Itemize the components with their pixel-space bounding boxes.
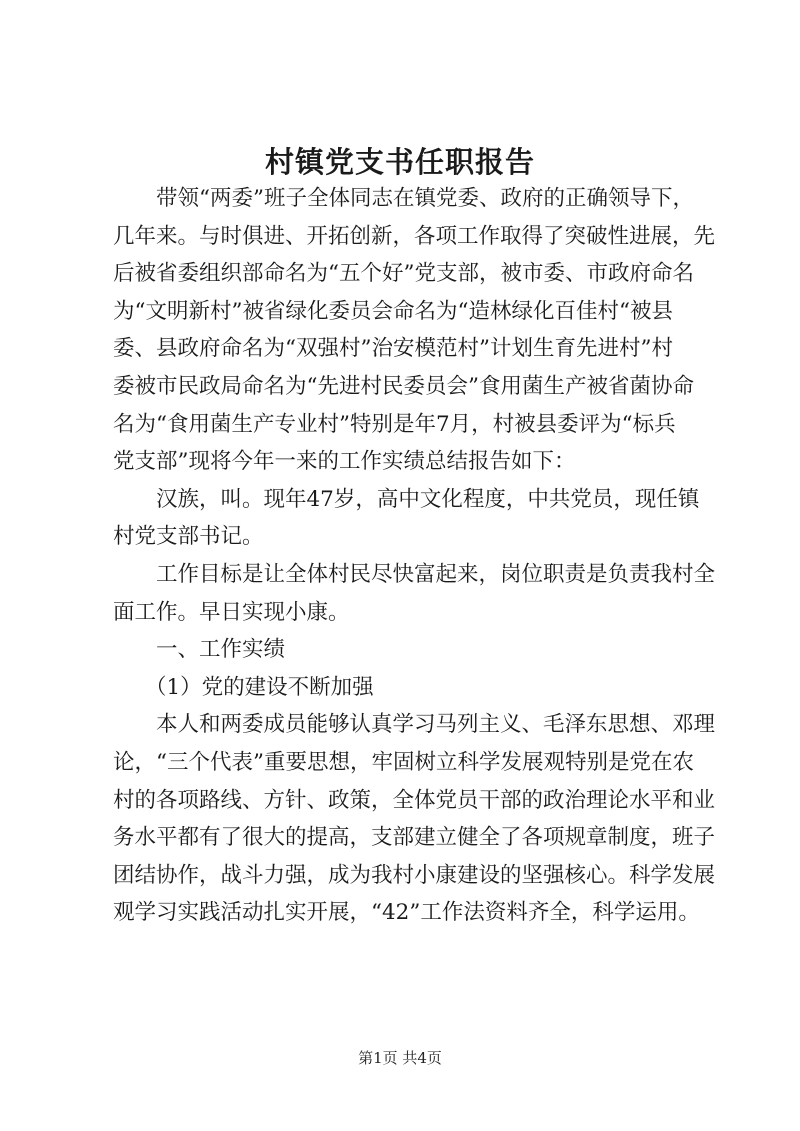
text-line: 面工作。早日实现小康。 xyxy=(113,599,350,625)
text-line: 汉族，叫。现年47岁，高中文化程度，中共党员，现任镇 xyxy=(156,486,700,512)
text-line: 委被市民政局命名为“先进村民委员会”食用菌生产被省菌协命 xyxy=(113,373,694,399)
heading-text: 一、工作实绩 xyxy=(156,637,286,663)
text-line: 村的各项路线、方针、政策，全体党员干部的政治理论水平和业 xyxy=(113,787,716,813)
paragraph-personal-info xyxy=(113,481,713,556)
text-line: 为“文明新村”被省绿化委员会命名为“造林绿化百佳村“被县 xyxy=(113,298,673,324)
text-line: 论，“三个代表”重要思想，牢固树立科学发展观特别是党在农 xyxy=(113,749,694,775)
text-line: 务水平都有了很大的提高，支部建立健全了各项规章制度，班子 xyxy=(113,825,716,851)
paragraph-intro xyxy=(113,180,716,481)
text-line: 几年来。与时俱进、开拓创新，各项工作取得了突破性进展，先 xyxy=(113,223,716,249)
text-line: 名为“食用菌生产专业村”特别是年7月，村被县委评为“标兵 xyxy=(113,411,676,437)
text-line: 后被省委组织部命名为“五个好”党支部，被市委、市政府命名 xyxy=(113,261,694,287)
document-body xyxy=(113,180,716,932)
section-heading xyxy=(113,631,713,669)
text-line: 党支部”现将今年一来的工作实绩总结报告如下： xyxy=(113,449,576,475)
subsection-heading xyxy=(113,669,713,707)
paragraph-work-goal xyxy=(113,556,716,631)
document-title: 村镇党支书任职报告 xyxy=(264,145,535,179)
text-line: 本人和两委成员能够认真学习马列主义、毛泽东思想、邓理 xyxy=(156,712,716,738)
text-line: 团结协作，战斗力强，成为我村小康建设的坚强核心。科学发展 xyxy=(113,862,716,888)
page-footer: 第1页 共4页 xyxy=(358,1049,442,1067)
text-line: 委、县政府命名为“双强村”治安模范村”计划生育先进村”村 xyxy=(113,336,673,362)
text-line: 村党支部书记。 xyxy=(113,524,264,550)
heading-text: （1）党的建设不断加强 xyxy=(145,674,374,700)
text-line: 工作目标是让全体村民尽快富起来，岗位职责是负责我村全 xyxy=(156,561,716,587)
text-line: 观学习实践活动扎实开展，“42”工作法资料齐全，科学运用。 xyxy=(113,900,700,926)
paragraph-party-building xyxy=(113,706,716,932)
text-line: 带领“两委”班子全体同志在镇党委、政府的正确领导下， xyxy=(156,186,694,211)
